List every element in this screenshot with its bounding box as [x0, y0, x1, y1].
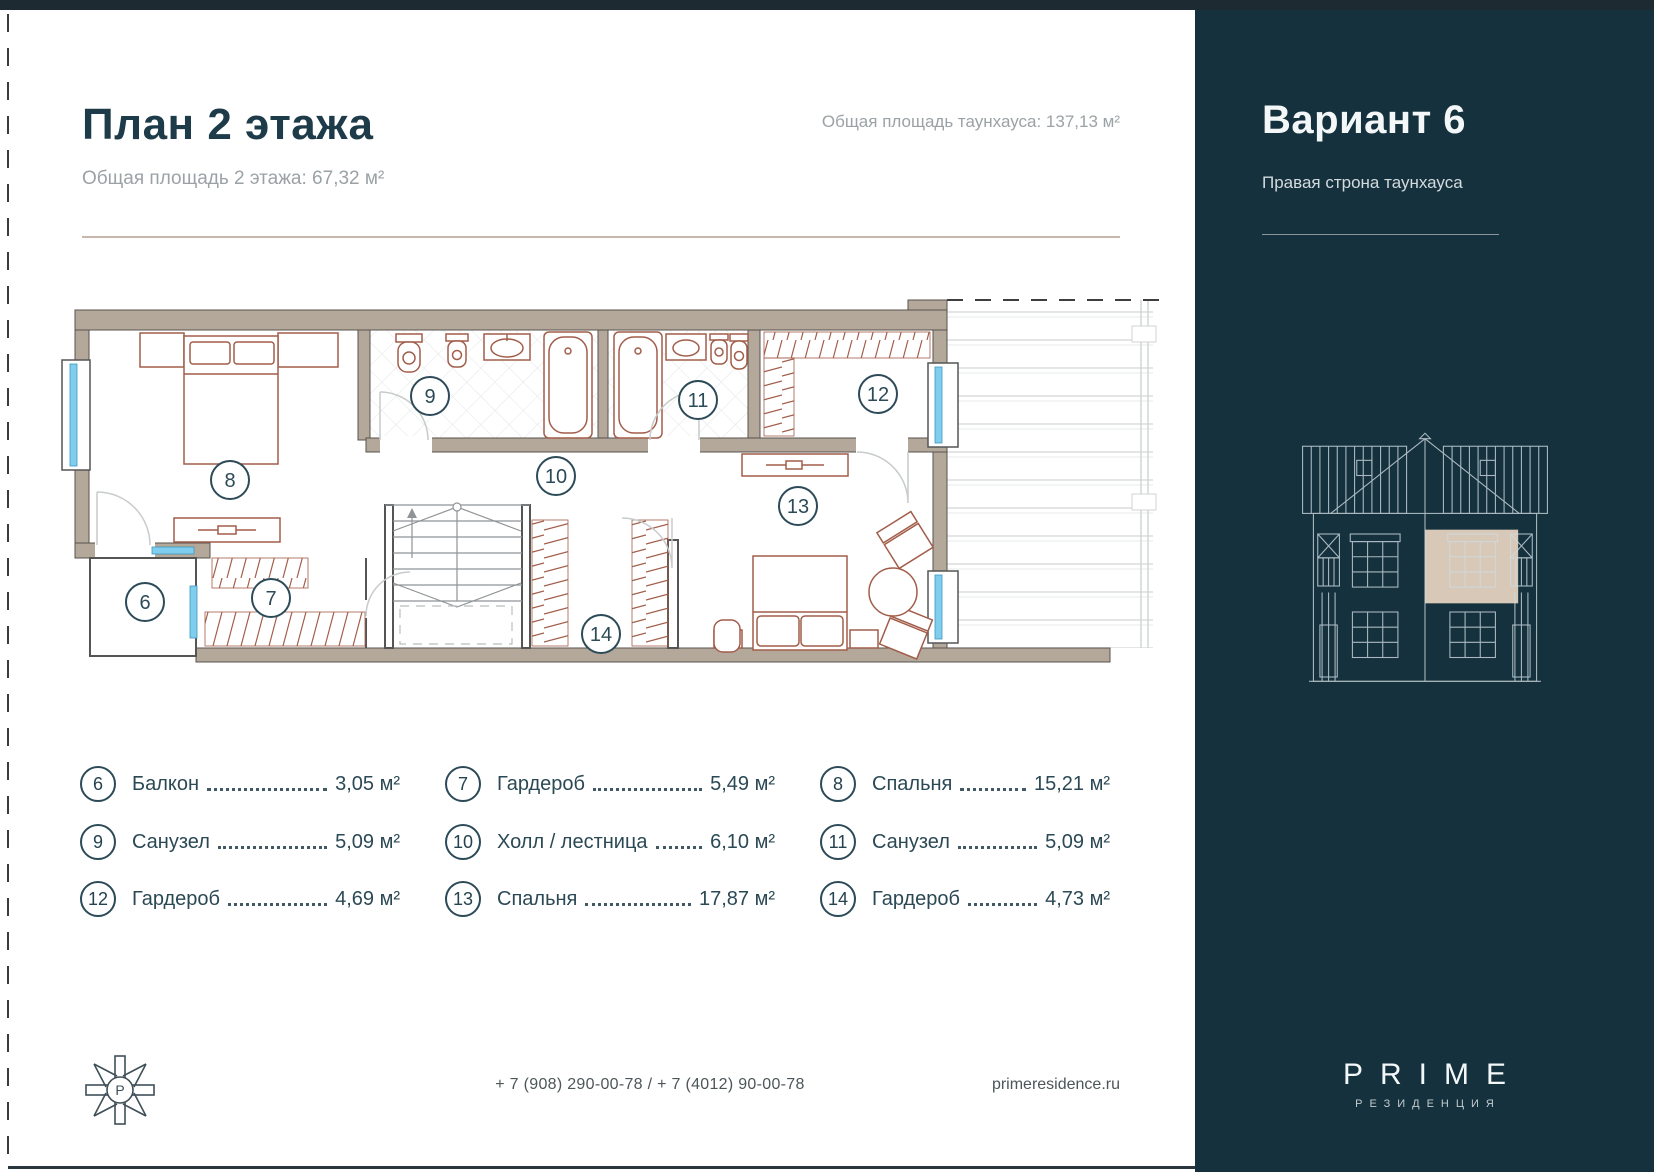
- room-badge-11: [679, 381, 717, 419]
- variant-title: Вариант 6: [1262, 98, 1467, 142]
- floor-plan: [0, 0, 1195, 700]
- room-badge-6: [126, 583, 164, 621]
- svg-text:14: 14: [589, 624, 613, 646]
- svg-text:10: 10: [544, 466, 568, 488]
- dotted-leader: [960, 777, 1026, 791]
- dotted-leader: [228, 892, 327, 906]
- legend-num-14: 14: [820, 881, 856, 917]
- room-badge-7: [252, 579, 290, 617]
- footer-website-link[interactable]: primeresidence.ru: [991, 1076, 1120, 1093]
- stair-wall-right: [522, 505, 530, 648]
- brand-name: PRIME: [1342, 1058, 1523, 1091]
- wardrobe14-wall: [668, 540, 678, 648]
- svg-text:6: 6: [139, 592, 151, 614]
- dotted-leader: [218, 835, 327, 849]
- svg-text:11: 11: [687, 390, 709, 412]
- house-elevation-drawing: [1250, 430, 1600, 690]
- brand-subtitle: РЕЗИДЕНЦИЯ: [1355, 1098, 1501, 1110]
- legend-num-13: 13: [445, 881, 481, 917]
- dotted-leader: [656, 835, 703, 849]
- svg-text:12: 12: [866, 384, 890, 406]
- room-badge-14: [582, 615, 620, 653]
- legend-num-7: 7: [445, 766, 481, 802]
- svg-text:8: 8: [224, 470, 236, 492]
- legend-item-7: 7 Гардероб 5,49 м²: [445, 760, 775, 808]
- brand-block: [1195, 1058, 1654, 1110]
- sidebar-divider: [1262, 234, 1499, 235]
- legend-num-11: 11: [820, 824, 856, 860]
- room-badge-10: [537, 457, 575, 495]
- dotted-leader: [968, 892, 1037, 906]
- legend-num-10: 10: [445, 824, 481, 860]
- legend-item-14: 14 Гардероб 4,73 м²: [820, 875, 1110, 923]
- variant-subtitle: Правая строна таунхауса: [1262, 173, 1463, 192]
- variant-sidebar: [1195, 10, 1654, 1172]
- bedroom-13-furniture: [714, 454, 933, 659]
- dotted-leader: [585, 892, 691, 906]
- svg-text:P: P: [115, 1082, 125, 1098]
- dotted-leader: [207, 777, 327, 791]
- room-badge-13: [779, 487, 817, 525]
- legend-num-8: 8: [820, 766, 856, 802]
- legend-item-10: 10 Холл / лестница 6,10 м²: [445, 818, 775, 866]
- room-badge-8: [211, 461, 249, 499]
- svg-text:13: 13: [786, 496, 810, 518]
- dotted-leader: [958, 835, 1037, 849]
- dotted-leader: [593, 777, 702, 791]
- legend-item-12: 12 Гардероб 4,69 м²: [80, 875, 400, 923]
- room-badge-9: [411, 377, 449, 415]
- floor-area-subtitle: Общая площадь 2 этажа: 67,32 м²: [82, 168, 385, 189]
- legend-num-12: 12: [80, 881, 116, 917]
- svg-text:9: 9: [424, 386, 436, 408]
- terrace: [947, 300, 1160, 648]
- legend-item-9: 9 Санузел 5,09 м²: [80, 818, 400, 866]
- svg-text:7: 7: [265, 588, 277, 610]
- legend-num-6: 6: [80, 766, 116, 802]
- legend-item-8: 8 Спальня 15,21 м²: [820, 760, 1110, 808]
- legend-item-6: 6 Балкон 3,05 м²: [80, 760, 400, 808]
- legend-item-11: 11 Санузел 5,09 м²: [820, 818, 1110, 866]
- footer-phones: + 7 (908) 290-00-78 / + 7 (4012) 90-00-78: [495, 1076, 805, 1093]
- page-title: План 2 этажа: [82, 100, 374, 149]
- bottom-border: [8, 1166, 1198, 1169]
- bed-room8: [140, 333, 338, 542]
- legend-item-13: 13 Спальня 17,87 м²: [445, 875, 775, 923]
- company-logo-icon: [82, 1052, 158, 1128]
- legend-num-9: 9: [80, 824, 116, 860]
- staircase: [385, 503, 530, 644]
- room-badge-12: [859, 375, 897, 413]
- total-area-label: Общая площадь таунхауса: 137,13 м²: [821, 112, 1120, 131]
